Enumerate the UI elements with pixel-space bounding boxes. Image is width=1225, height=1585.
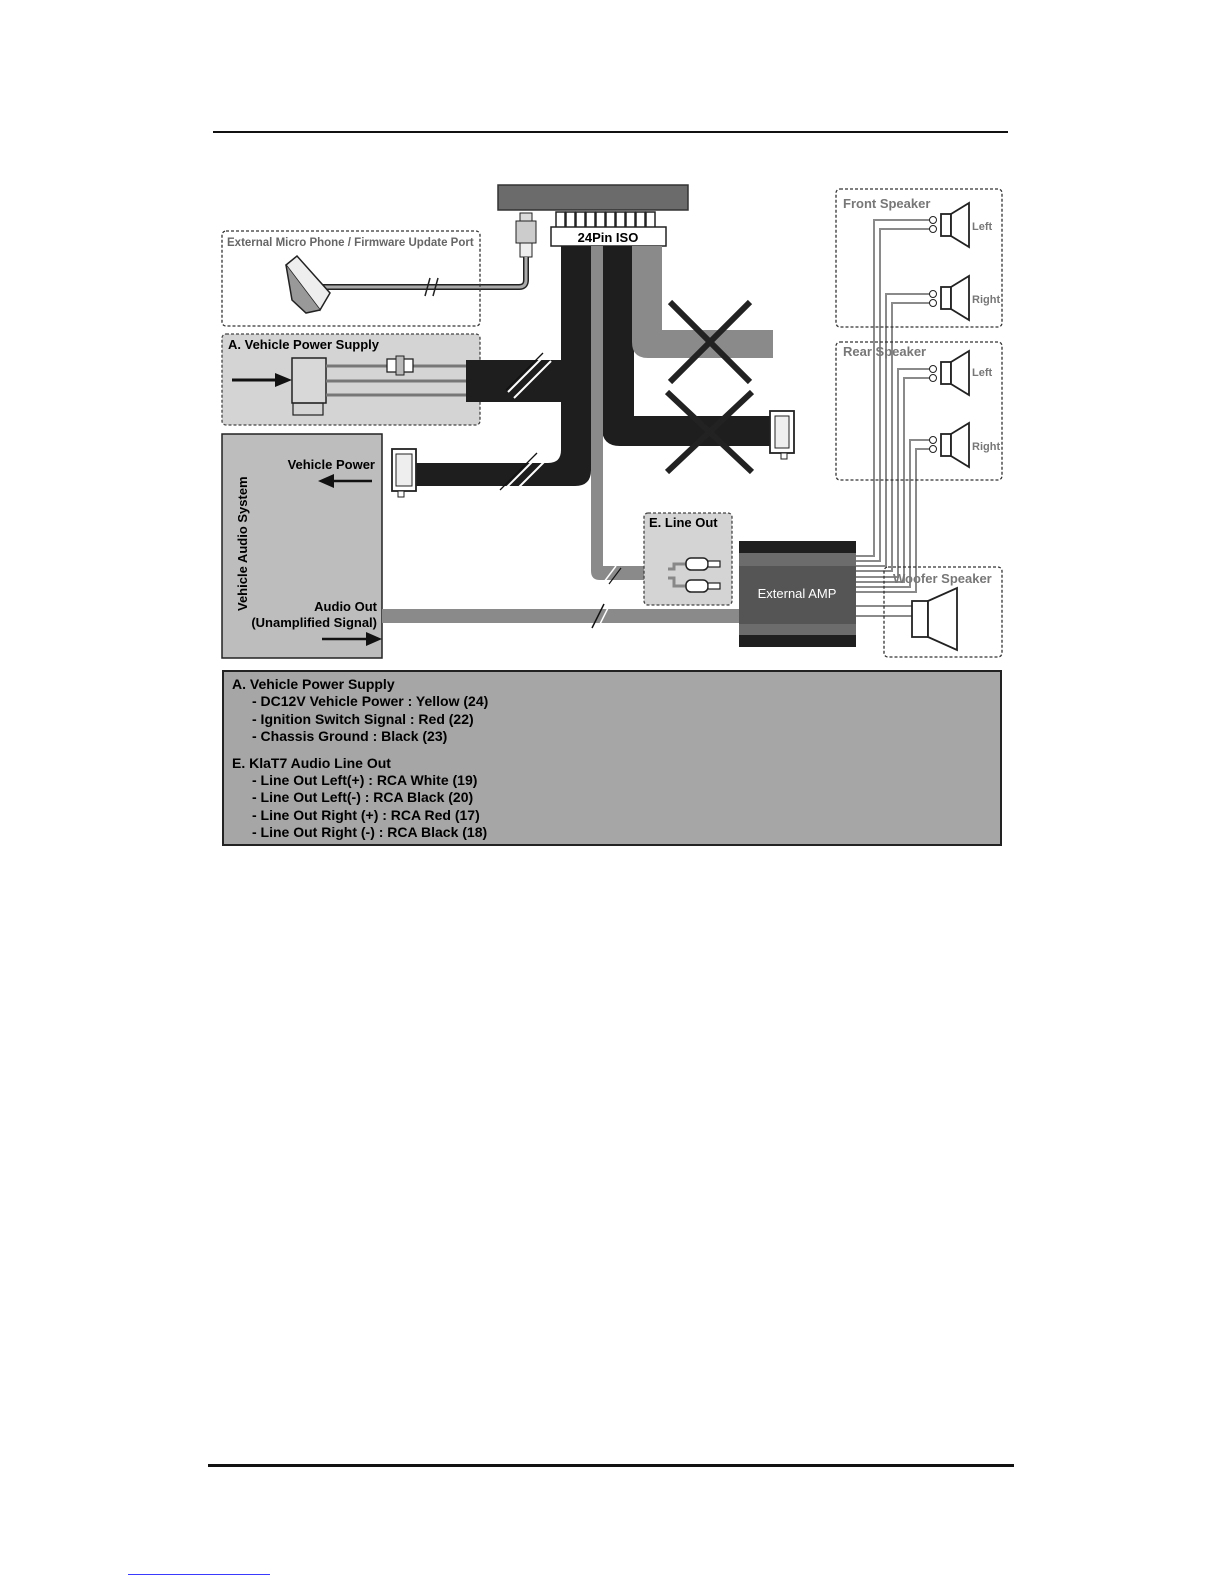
legend-section-a-title: A. Vehicle Power Supply	[232, 676, 395, 692]
relay-box	[292, 358, 326, 403]
rear-speaker-panel	[836, 342, 1002, 480]
harness-plug-right	[770, 411, 794, 459]
speaker-wires	[856, 220, 933, 616]
front-speaker-label: Front Speaker	[843, 196, 931, 211]
legend-item: - Line Out Left(-) : RCA Black (20)	[252, 789, 474, 805]
mic-plug-icon	[516, 213, 536, 257]
mic-port-label: External Micro Phone / Firmware Update Port	[227, 237, 474, 249]
cross-out-icon	[667, 302, 752, 472]
microphone-icon	[286, 256, 330, 313]
speaker-icon	[930, 423, 970, 467]
front-left-label: Left	[972, 221, 993, 233]
footer-link-underline[interactable]	[128, 1574, 270, 1575]
head-unit-block	[498, 185, 688, 210]
vehicle-power-plug	[392, 449, 416, 497]
line-out-label: E. Line Out	[649, 515, 718, 530]
front-right-label: Right	[972, 294, 1001, 306]
speaker-icon	[930, 351, 970, 395]
legend-item: - DC12V Vehicle Power : Yellow (24)	[252, 693, 489, 709]
iso-connector-pins	[556, 212, 655, 228]
speaker-icon	[930, 276, 970, 320]
legend-item: - Ignition Switch Signal : Red (22)	[252, 710, 474, 727]
legend-item: - Line Out Left(+) : RCA White (19)	[252, 771, 478, 788]
legend-item: - Line Out Right (+) : RCA Red (17)	[252, 806, 480, 823]
gray-cable-upper	[632, 246, 773, 358]
legend-section-e-title: E. KlaT7 Audio Line Out	[232, 754, 391, 771]
woofer-speaker-label: Woofer Speaker	[893, 571, 992, 586]
legend-item: - Line Out Right (-) : RCA Black (18)	[252, 824, 488, 840]
rear-left-label: Left	[972, 367, 993, 379]
woofer-icon	[912, 588, 957, 650]
legend-box	[222, 670, 1002, 846]
speaker-icon	[930, 203, 970, 247]
rear-right-label: Right	[972, 441, 1001, 453]
rear-speaker-label: Rear Speaker	[843, 344, 927, 359]
power-supply-label: A. Vehicle Power Supply	[228, 337, 379, 352]
vehicle-audio-system-label: Vehicle Audio System	[235, 476, 250, 611]
iso-connector-label: 24Pin ISO	[577, 230, 639, 245]
unamplified-label: (Unamplified Signal)	[251, 615, 377, 630]
bottom-rule	[208, 1464, 1014, 1467]
external-amp-label: External AMP	[757, 586, 837, 601]
legend-item: - Chassis Ground : Black (23)	[252, 728, 448, 744]
audio-out-cable	[382, 609, 739, 623]
vehicle-power-label: Vehicle Power	[287, 457, 375, 472]
audio-out-label: Audio Out	[314, 599, 377, 614]
